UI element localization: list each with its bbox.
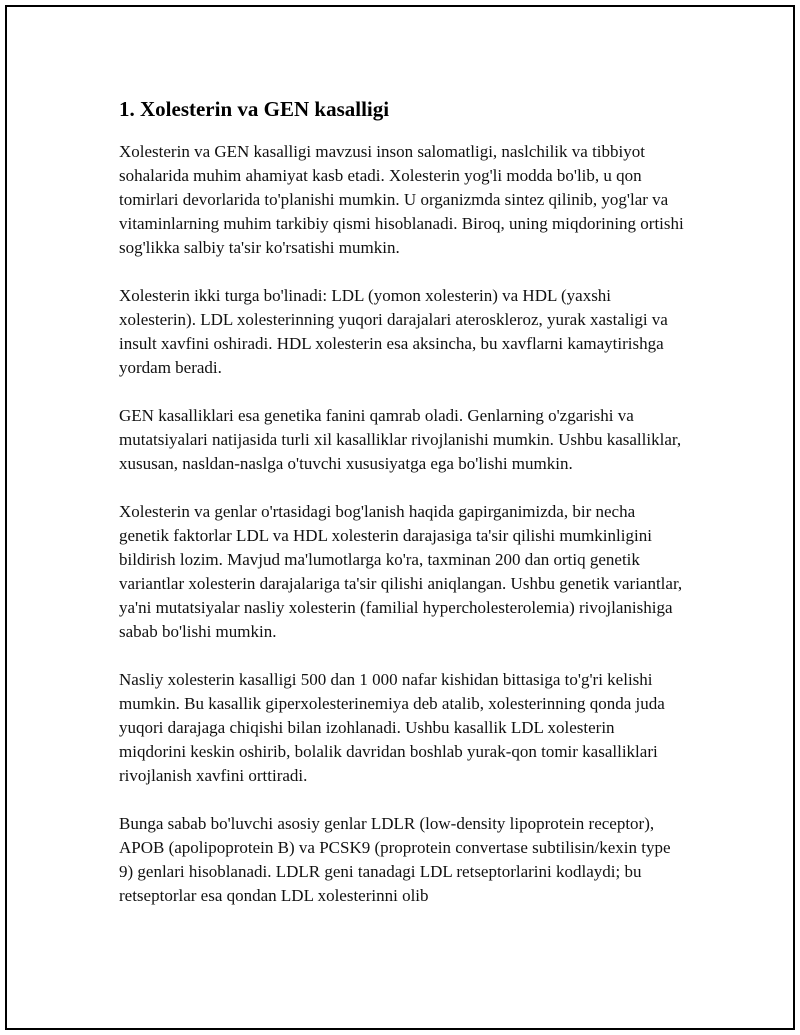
paragraph-3: GEN kasalliklari esa genetika fanini qamrab oladi. Genlarning o'zgarishi va mutatsiyalari natijasida turli xil kasalliklar rivojlanishi mumkin. Ushbu kasalliklar, xususan, nasldan-naslga o'tuvchi xususiyatga ega bo'lishi mumkin. [119,406,682,473]
document-page [5,5,795,1030]
paragraph-1: Xolesterin va GEN kasalligi mavzusi inson salomatligi, naslchilik va tibbiyot sohalarida muhim ahamiyat kasb etadi. Xolesterin yog'li modda bo'lib, u qon tomirlari devorlarida to'planishi mumkin. U organizmda sintez qilinib, yog'lar va vitaminlarning muhim tarkibiy qismi hisoblanadi. Biroq, uning miqdorining ortishi sog'likka salbiy ta'sir ko'rsatishi mumkin. [119,142,684,257]
paragraph-6: Bunga sabab bo'luvchi asosiy genlar LDLR (low-density lipoprotein receptor), APOB (apolipoprotein B) va PCSK9 (proprotein convertase subtilisin/kexin type 9) genlari hisoblanadi. LDLR geni tanadagi LDL retseptorlarini kodlaydi; bu retseptorlar esa qondan LDL xolesterinni olib [119,814,671,905]
section-heading: 1. Xolesterin va GEN kasalligi [119,97,390,121]
document-body [119,95,684,932]
paragraph-2: Xolesterin ikki turga bo'linadi: LDL (yomon xolesterin) va HDL (yaxshi xolesterin). LDL xolesterinning yuqori darajalari ateroskleroz, yurak xastaligi va insult xavfini oshiradi. HDL xolesterin esa aksincha, bu xavflarni kamaytirishga yordam beradi. [119,286,668,377]
paragraph-5: Nasliy xolesterin kasalligi 500 dan 1 000 nafar kishidan bittasiga to'g'ri kelishi mumkin. Bu kasallik giperxolesterinemiya deb atalib, xolesterinning qonda juda yuqori darajaga chiqishi bilan izohlanadi. Ushbu kasallik LDL xolesterin miqdorini keskin oshirib, bolalik davridan boshlab yurak-qon tomir kasalliklari rivojlanish xavfini orttiradi. [119,670,665,785]
paragraph-4: Xolesterin va genlar o'rtasidagi bog'lanish haqida gapirganimizda, bir necha genetik faktorlar LDL va HDL xolesterin darajasiga ta'sir qilishi mumkinligini bildirish lozim. Mavjud ma'lumotlarga ko'ra, taxminan 200 dan ortiq genetik variantlar xolesterin darajalariga ta'sir qilishi aniqlangan. Ushbu genetik variantlar, ya'ni mutatsiyalar nasliy xolesterin (familial hypercholesterolemia) rivojlanishiga sabab bo'lishi mumkin. [119,502,683,641]
